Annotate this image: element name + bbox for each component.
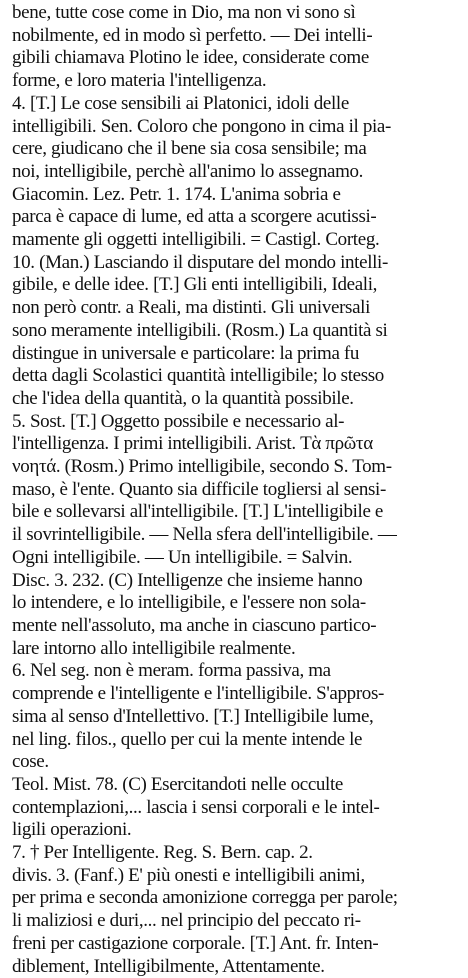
text-line: nobilmente, ed in modo sì perfetto. — Dei intelli- — [12, 24, 373, 46]
text-line: 5. Sost. [T.] Oggetto possibile e necessario al- — [12, 410, 345, 432]
text-line: bile e sollevarsi all'intelligibile. [T.] L'intelligibile e — [12, 501, 384, 523]
text-line: intelligibili. Sen. Coloro che pongono in cima il pia- — [12, 115, 391, 137]
text-line: lo intendere, e lo intelligibile, e l'essere non sola- — [12, 592, 366, 614]
text-line: li maliziosi e duri,... nel principio del peccato ri- — [12, 910, 361, 932]
paragraph-sense-6 — [12, 660, 460, 774]
paragraph-sense-7 — [12, 842, 460, 978]
text-line: comprende e l'intelligente e l'intelligibile. S'appros- — [12, 683, 384, 705]
paragraph-intro — [12, 2, 460, 93]
text-line: νοητά. (Rosm.) Primo intelligibile, secondo S. Tom- — [12, 456, 392, 478]
text-line: forme, e loro materia l'intelligenza. — [12, 70, 267, 92]
paragraph-sense-5 — [12, 411, 460, 661]
text-line: che l'idea della quantità, o la quantità possibile. — [12, 387, 354, 409]
text-line: contemplazioni,... lascia i sensi corporali e le intel- — [12, 796, 380, 818]
text-line: il sovrintelligibile. — Nella sfera dell'intelligibile. — — [12, 524, 397, 546]
text-line: non però contr. a Reali, ma distinti. Gli universali — [12, 297, 371, 319]
text-line: bene, tutte cose come in Dio, ma non vi sono sì — [12, 2, 356, 23]
text-line: divis. 3. (Fanf.) E' più onesti e intelligibili animi, — [12, 864, 365, 886]
text-line: mamente gli oggetti intelligibili. = Castigl. Corteg. — [12, 229, 380, 251]
text-line: lare intorno allo intelligibile realmente. — [12, 637, 296, 659]
text-line: Disc. 3. 232. (C) Intelligenze che insieme hanno — [12, 569, 363, 591]
paragraph-sense-4 — [12, 93, 460, 411]
text-line: maso, è l'ente. Quanto sia difficile togliersi al sensi- — [12, 478, 386, 500]
text-line: 6. Nel seg. non è meram. forma passiva, ma — [12, 660, 331, 682]
text-line: Giacomin. Lez. Petr. 1. 174. L'anima sobria e — [12, 183, 341, 205]
text-line: distingue in universale e particolare: la prima fu — [12, 342, 360, 364]
text-line: cere, giudicano che il bene sia cosa sensibile; ma — [12, 138, 367, 160]
text-line: sono meramente intelligibili. (Rosm.) La quantità si — [12, 319, 388, 341]
paragraph-sense-6-citation — [12, 774, 460, 842]
text-line: ligili operazioni. — [12, 819, 132, 841]
text-line: 10. (Man.) Lasciando il disputare del mondo intelli- — [12, 251, 388, 273]
text-line: per prima e seconda amonizione corregga per parole; — [12, 887, 398, 909]
text-line: freni per castigazione corporale. [T.] Ant. fr. Inten- — [12, 932, 379, 954]
text-line: Ogni intelligibile. — Un intelligibile. = Salvin. — [12, 546, 353, 568]
text-line: gibile, e delle idee. [T.] Gli enti intelligibili, Ideali, — [12, 274, 378, 296]
text-line: 7. † Per Intelligente. Reg. S. Bern. cap. 2. — [12, 842, 313, 864]
text-line: noi, intelligibile, perchè all'animo lo assegnamo. — [12, 160, 364, 182]
text-line: 4. [T.] Le cose sensibili ai Platonici, idoli delle — [12, 92, 349, 114]
text-line: diblement, Intelligibilmente, Attentamente. — [12, 955, 325, 977]
text-line: gibili chiamava Plotino le idee, considerate come — [12, 47, 369, 69]
text-line: cose. — [12, 751, 49, 773]
text-line: l'intelligenza. I primi intelligibili. Arist. Τὰ πρῶτα — [12, 433, 373, 455]
text-line: sima al senso d'Intellettivo. [T.] Intelligibile lume, — [12, 705, 374, 727]
text-line: detta dagli Scolastici quantità intelligibile; lo stesso — [12, 365, 384, 387]
text-line: Teol. Mist. 78. (C) Esercitandoti nelle occulte — [12, 773, 343, 795]
text-line: nel ling. filos., quello per cui la mente intende le — [12, 728, 363, 750]
text-line: mente nell'assoluto, ma anche in ciascuno partico- — [12, 614, 377, 636]
text-line: parca è capace di lume, ed atta a scorgere acutissi- — [12, 206, 377, 228]
